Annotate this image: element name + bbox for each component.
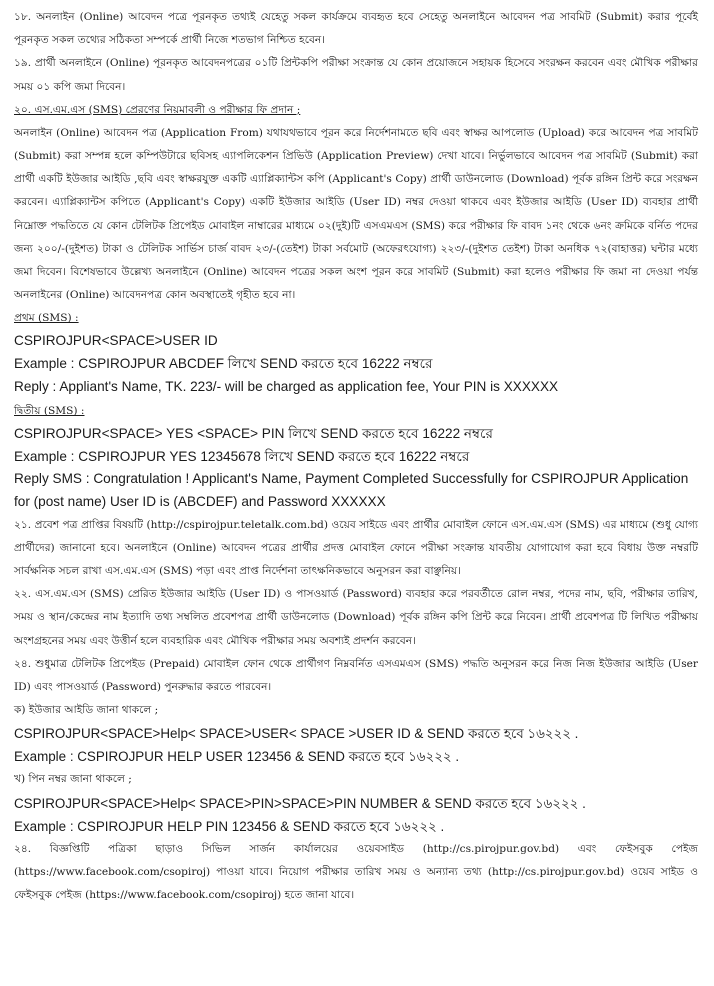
second-sms-format: CSPIROJPUR<SPACE> YES <SPACE> PIN লিখে SEND করতে হবে 16222 নম্বরে: [14, 426, 493, 442]
clause-20-body: অনলাইন (Online) আবেদন পত্র (Application From) যথাযথভাবে পূরন করে নির্দেশনামতে ছবি এবং স্বাক্ষর আপলোড (Upload) করে আবেদন পত্র সাবমিট (Submit) করা সম্পন্ন হলে কম্পিউটারে ছবিসহ এ্যাপলিকেশন প্রিভিউ (Application Preview) দেখা যাবে। নির্ভুলভাবে আবেদন পত্র সাবমিট (Submit) করা প্রার্থী একটি ইউজার আইডি ,ছবি এবং স্বাক্ষরযুক্ত একটি এ্যাপ্লিক্যান্টস কপি (Applicant's Copy) প্রার্থী ডাউনলোড (Download) পূর্বক রঙ্গিন প্রিন্ট করে সংরক্ষন করবেন। এ্যাপ্লিক্যান্টস কপিতে (Applicant's Copy) একটি ইউজার আইডি (User ID) নম্বর দেওয়া থাকবে এবং ইউজার আইডি (User ID) ব্যবহার প্রার্থী নিম্নোক্ত পদ্ধতিতে যে কোন টেলিটক প্রিপেইড মোবাইল নাম্বারের মাধ্যমে ০২(দুই)টি এসএমএস (SMS) করে পরীক্ষার ফি বাবদ ১নং থেকে ৬নং ক্রমিকে বর্নিত পদের জন্য ২০০/-(দুইশত) টাকা ও টেলিটক সার্ভিস চার্জ বাবদ ২৩/-(তেইশ) টাকা সর্বমোট (অফেরৎযোগ্য) ২২৩/-(দুইশত তেইশ) টাকা অনধিক ৭২(বাহাত্তর) ঘন্টার মধ্যে জমা দিবেন। বিশেষভাবে উল্লেখ্য অনলাইনে (Online) আবেদন পত্রের সকল অংশ পূরন করে সাবমিট (Submit) করা হলেও পরীক্ষার ফি জমা না দেওয়া পর্যন্ত অনলাইনের (Online) আবেদনপত্র কোন অবস্থাতেই গৃহীত হবে না।: [14, 126, 698, 302]
clause-24-recovery: ২৪. শুধুমাত্র টেলিটক প্রিপেইড (Prepaid) মোবাইল ফোন থেকে প্রার্থীগণ নিম্নবর্নিত এসএমএস (SMS) পদ্ধতি অনুসরন করে নিজ নিজ ইউজার আইডি (User ID) এবং পাসওয়ার্ড (Password) পুনরুদ্ধার করতে পারবেন।: [14, 657, 698, 694]
second-sms-reply: Reply SMS : Congratulation ! Applicant's Name, Payment Completed Successfully for CSPIROJPUR Application for (post name) User ID is (ABCDEF) and Password XXXXXX: [14, 471, 689, 509]
first-sms-example: Example : CSPIROJPUR ABCDEF লিখে SEND করতে হবে 16222 নম্বরে: [14, 356, 433, 372]
second-sms-heading: দ্বিতীয় (SMS) :: [14, 405, 85, 418]
clause-20-title: ২০. এস.এম.এস (SMS) প্রেরণের নিয়মাবলী ও পরীক্ষার ফি প্রদান ;: [14, 103, 301, 116]
first-sms-heading: প্রথম (SMS) :: [14, 312, 79, 325]
ka-heading: ক) ইউজার আইডি জানা থাকলে ;: [14, 704, 159, 717]
ka-example: Example : CSPIROJPUR HELP USER 123456 & SEND করতে হবে ১৬২২২ .: [14, 749, 460, 765]
first-sms-format: CSPIROJPUR<SPACE>USER ID: [14, 333, 218, 349]
clause-18: ১৮. অনলাইন (Online) আবেদন পত্রে পূরনকৃত তথ্যই যেহেতু সকল কার্যক্রমে ব্যবহৃত হবে সেহেতু অনলাইনে আবেদন পত্র সাবমিট (Submit) করার পূর্বেই পূরনকৃত সকল তথ্যের সঠিকতা সম্পর্কে প্রার্থী নিজে শতভাগ নিশ্চিত হবেন।: [14, 11, 698, 47]
clause-21: ২১. প্রবেশ পত্র প্রাপ্তির বিষয়টি (http://cspirojpur.teletalk.com.bd) ওয়েব সাইডে এবং প্রার্থীর মোবাইল ফোনে এস.এম.এস (SMS) এর মাধ্যমে (শুধু যোগ্য প্রার্থীদের) জানানো হবে। অনলাইনে (Online) আবেদন পত্রের প্রার্থীর প্রদত্ত মোবাইল ফোনে পরীক্ষা সংক্রান্ত যাবতীয় যোগাযোগ করা হবে বিধায় উক্ত নম্বরটি সার্বক্ষনিক সচল রাখা এস.এম.এস (SMS) পড়া এবং প্রাপ্ত নির্দেশনা তাৎক্ষনিকভাবে অনুসরন করা বাঞ্ছনিয়।: [14, 518, 698, 577]
kha-example: Example : CSPIROJPUR HELP PIN 123456 & SEND করতে হবে ১৬২২২ .: [14, 818, 445, 834]
kha-format: CSPIROJPUR<SPACE>Help< SPACE>PIN>SPACE>PIN NUMBER & SEND করতে হবে ১৬২২২ .: [14, 795, 586, 811]
kha-heading: খ) পিন নম্বর জানা থাকলে ;: [14, 773, 132, 786]
clause-24-website: ২৪. বিজ্ঞপ্তিটি পত্রিকা ছাড়াও সিভিল সার্জন কার্যালয়ের ওয়েবসাইড (http://cs.pirojpur.gov.bd) এবং ফেইসবুক পেইজ (https://www.facebook.com/csopiroj) পাওয়া যাবে। নিয়োগ পরীক্ষার তারিখ সময় ও অন্যান্য তথ্য (http://cs.pirojpur.gov.bd) ওয়েব সাইড ও ফেইসবুক পেইজ (https://www.facebook.com/csopiroj) হতে জানা যাবে।: [14, 842, 698, 902]
ka-format: CSPIROJPUR<SPACE>Help< SPACE>USER< SPACE >USER ID & SEND করতে হবে ১৬২২২ .: [14, 726, 579, 742]
clause-19: ১৯. প্রার্থী অনলাইনে (Online) পূরনকৃত আবেদনপত্রের ০১টি প্রিন্টকপি পরীক্ষা সংক্রান্ত যে কোন প্রয়োজনে সহায়ক হিসেবে সংরক্ষন করবেন এবং মৌখিক পরীক্ষার সময় ০১ কপি জমা দিবেন।: [14, 57, 698, 93]
clause-22: ২২. এস.এম.এস (SMS) প্রেরিত ইউজার আইডি (User ID) ও পাসওয়ার্ড (Password) ব্যবহার করে পরবর্তীতে রোল নম্বর, পদের নাম, ছবি, পরীক্ষার তারিখ, সময় ও স্থান/কেন্দ্রের নাম ইত্যাদি তথ্য সম্বলিত প্রবেশপত্র প্রার্থী ডাউনলোড (Download) পূর্বক রঙ্গিন কপি প্রিন্ট করে নিবেন। প্রার্থী প্রবেশপত্র টি লিখিত পরীক্ষায় অংশগ্রহনের সময় এবং উত্তীর্ন হলে ব্যবহারিক এবং মৌখিক পরীক্ষার সময় অবশ্যই প্রদর্শন করবেন।: [14, 588, 698, 647]
first-sms-reply: Reply : Appliant's Name, TK. 223/- will be charged as application fee, Your PIN is XXXXXX: [14, 378, 559, 394]
second-sms-example: Example : CSPIROJPUR YES 12345678 লিখে SEND করতে হবে 16222 নম্বরে: [14, 448, 470, 464]
